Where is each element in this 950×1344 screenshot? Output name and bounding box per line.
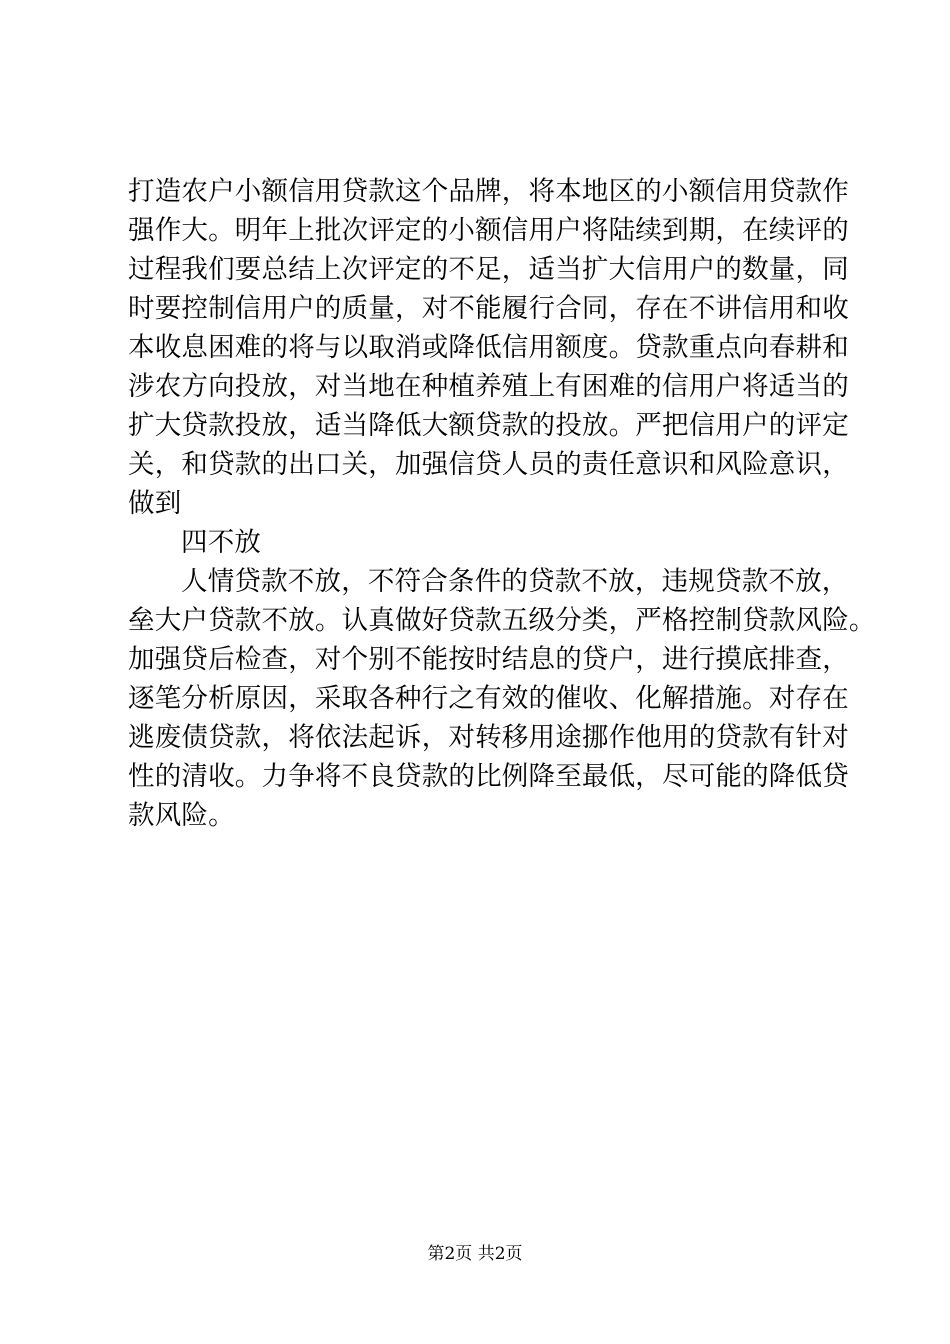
text-line: 扩大贷款投放，适当降低大额贷款的投放。严把信用户的评定 bbox=[128, 410, 849, 441]
text-line: 人情贷款不放，不符合条件的贷款不放，违规贷款不放， bbox=[181, 566, 849, 597]
text-line: 过程我们要总结上次评定的不足，适当扩大信用户的数量，同 bbox=[128, 254, 849, 285]
section-heading: 四不放 bbox=[181, 527, 262, 558]
text-line: 关，和贷款的出口关，加强信贷人员的责任意识和风险意识， bbox=[128, 449, 849, 480]
text-line: 时要控制信用户的质量，对不能履行合同，存在不讲信用和收 bbox=[128, 293, 849, 324]
document-body bbox=[128, 172, 876, 835]
text-line: 性的清收。力争将不良贷款的比例降至最低，尽可能的降低贷 bbox=[128, 761, 849, 792]
text-line: 做到 bbox=[128, 488, 182, 519]
text-line: 打造农户小额信用贷款这个品牌，将本地区的小额信用贷款作 bbox=[128, 176, 849, 207]
text-line: 款风险。 bbox=[128, 800, 235, 831]
text-line: 本收息困难的将与以取消或降低信用额度。贷款重点向春耕和 bbox=[128, 332, 849, 363]
page-number: 第2页 共2页 bbox=[427, 1244, 523, 1264]
text-line: 加强贷后检查，对个别不能按时结息的贷户，进行摸底排查， bbox=[128, 644, 849, 675]
text-line: 垒大户贷款不放。认真做好贷款五级分类，严格控制贷款风险。 bbox=[128, 605, 876, 636]
text-line: 逃废债贷款，将依法起诉，对转移用途挪作他用的贷款有针对 bbox=[128, 722, 849, 753]
text-line: 逐笔分析原因，采取各种行之有效的催收、化解措施。对存在 bbox=[128, 683, 849, 714]
page-footer bbox=[0, 1243, 950, 1265]
text-line: 强作大。明年上批次评定的小额信用户将陆续到期，在续评的 bbox=[128, 215, 849, 246]
text-line: 涉农方向投放，对当地在种植养殖上有困难的信用户将适当的 bbox=[128, 371, 849, 402]
